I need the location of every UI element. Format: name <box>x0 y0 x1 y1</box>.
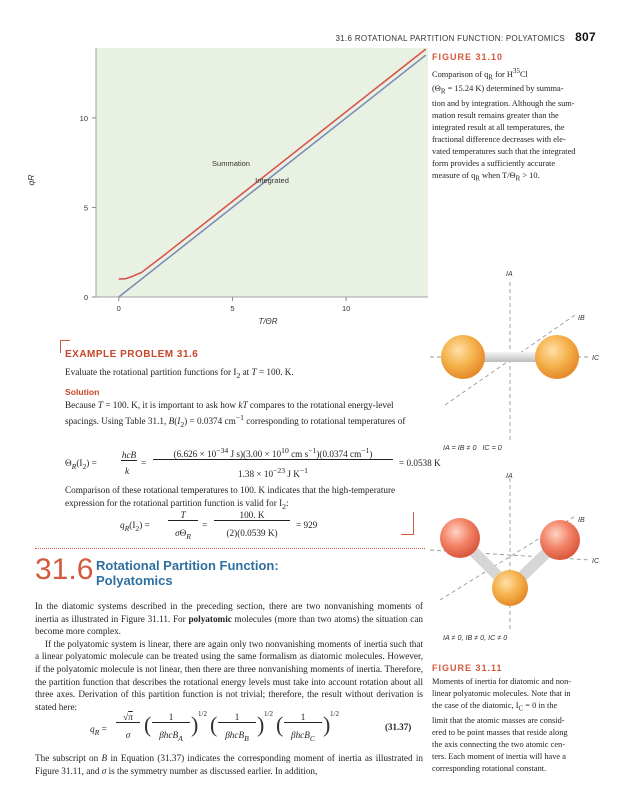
diatomic-ia-label: IA <box>506 271 513 278</box>
figure-31-10-label: FIGURE 31.10 <box>432 52 504 62</box>
y-tick-label: 0 <box>83 293 88 302</box>
eq1-numerator: ($6.626 \times 10^{-34}$ J $s)(3.00 \times 10^{10}$ cm $s^{-1})(0.0374$ $cm^{-1}$) <box>153 446 393 460</box>
diatomic-left-atom <box>441 335 485 379</box>
figure-31-10-caption-line: tion and by integration. Although the sum- <box>432 99 575 109</box>
polyatomic-center-atom <box>492 570 528 606</box>
section-title <box>96 558 279 588</box>
equation-31-37: $q_R$ = √π σ ( 1 βhcB$_A$ ) 1/2 ( 1 βhcB$_B$ ) 1/2 ( 1 βhcB$_C$ ) 1/2 <box>90 710 339 743</box>
diatomic-right-atom <box>535 335 579 379</box>
running-title: 31.6 ROTATIONAL PARTITION FUNCTION: POLYATOMICS <box>335 34 566 43</box>
x-tick-label: 10 <box>341 304 351 313</box>
equation-number: (31.37) <box>385 722 412 732</box>
diatomic-ic-label: IC <box>592 355 599 362</box>
eq2-result: = 929 <box>296 520 318 530</box>
qr-comparison-chart <box>28 40 428 340</box>
section-title-line-1: Rotational Partition Function: <box>96 558 279 573</box>
solution-text: Because T = 100. K, it is important to ask how kT compares to the rotational energy-level spacings. Using Table 31.1, $B(I_2) = 0.0374$ $cm^{-1}$ corresponding to rotational temperatures of <box>65 400 406 429</box>
figure-31-11-caption-line: ters. Each moment of inertia will have a <box>432 751 566 761</box>
figure-31-11-caption-line: ered to be point masses that reside along <box>432 727 568 737</box>
solution-label: Solution <box>65 387 100 398</box>
example-title: EXAMPLE PROBLEM 31.6 <box>65 349 199 360</box>
section-title-line-2: Polyatomics <box>96 573 173 588</box>
chart-plot-area <box>96 48 428 297</box>
figure-31-10-caption-line: mation result remains greater than the <box>432 111 559 121</box>
example-problem <box>65 349 420 432</box>
eq1-denominator: $1.38 \times 10^{-23}$ J $K^{-1}$ <box>238 466 308 480</box>
polyatomic-ib-label: IB <box>578 517 585 524</box>
integrated-annotation: Integrated <box>255 176 289 185</box>
y-tick-label: 5 <box>83 203 88 213</box>
example-bracket-bottom <box>401 512 414 535</box>
summation-annotation: Summation <box>212 159 250 168</box>
x-tick-label: 5 <box>230 304 235 313</box>
section-number: 31.6 <box>35 553 94 586</box>
figure-31-11-caption-line: corresponding rotational constant. <box>432 763 547 773</box>
eq1-result: = 0.0538 K <box>399 458 441 468</box>
polyatomic-right-atom <box>540 520 580 560</box>
figure-31-11-caption-line: the axis connecting the two atomic cen- <box>432 739 566 749</box>
qr-i2-equation: $q_R(I_2)$ = T $\sigma\Theta_R$ = 100. K (2)(0.0539 K) = 929 <box>120 510 318 541</box>
figure-31-11-caption-line: Moments of inertia for diatomic and non- <box>432 677 572 686</box>
x-axis-label: T/ΘR <box>258 317 278 326</box>
polyatomic-molecule <box>430 473 600 642</box>
theta-r-equation: $\Theta_R(I_2)$ = hcB k = ($6.626 \times 10^{-34}$ J $s)(3.00 \times 10^{10}$ cm $s^{-1})(0.0374$ $cm^{-1}$) $1.38 \times 10^{-23}$ J $K^{-1}$ = 0.0538 K <box>65 446 441 480</box>
polyatomic-caption: IA ≠ 0, IB ≠ 0, IC ≠ 0 <box>443 633 508 642</box>
figure-31-11-caption-line: the case of the diatomic, $I_C = 0$ in the <box>432 701 558 713</box>
figure-31-10-caption-line: vated temperatures such that the integrated <box>432 147 576 157</box>
figure-31-10-caption-line: form provides a sufficiently accurate <box>432 159 556 169</box>
y-tick-label: 10 <box>79 113 88 123</box>
paragraph-3: The subscript on B in Equation (31.37) indicates the corresponding moment of inertia as illustrated in Figure 31.11, and σ is the symmetry number as discussed earlier. In addition, <box>35 753 423 776</box>
figure-31-10-caption-line: ($\Theta_R = 15.24$ K) determined by summa- <box>432 84 564 97</box>
y-axis-label: qR <box>26 174 36 186</box>
figure-31-10-chart <box>28 40 428 340</box>
figure-31-11-label: FIGURE 31.11 <box>432 663 503 673</box>
moments-of-inertia-diagram <box>425 270 605 650</box>
diatomic-caption: IA = IB ≠ 0 IC = 0 <box>443 443 502 452</box>
figure-31-10-caption-line: integrated result at all temperatures, the <box>432 123 565 133</box>
x-tick-label: 0 <box>116 304 121 313</box>
diatomic-ib-label: IB <box>578 315 585 322</box>
figure-31-11-caption-text <box>432 676 604 775</box>
figure-31-10-caption-line: measure of $q_R$ when $T/\Theta_R > 10$. <box>432 171 540 183</box>
diatomic-molecule <box>430 271 600 452</box>
figure-31-10-caption-line: Comparison of $q_R$ for $H^{35}Cl$ <box>432 67 528 82</box>
figure-31-10-caption <box>432 51 602 185</box>
section-body <box>35 600 423 713</box>
figure-31-10-caption-text <box>432 65 602 185</box>
figure-31-11-illustration <box>425 270 605 650</box>
eq2-denominator: (2)(0.0539 K) <box>226 528 278 538</box>
paragraph-1: In the diatomic systems described in the preceding section, there are two nonvanishing moments of inertia as illustrated in Figure 31.11. For polyatomic molecules (more than two atoms) the situation can become more complex. <box>35 601 423 637</box>
polyatomic-left-atom <box>440 518 480 558</box>
example-question: Evaluate the rotational partition functions for $I_2$ at T = 100. K. <box>65 367 294 380</box>
polyatomic-ic-label: IC <box>592 558 599 565</box>
section-rule <box>35 548 425 549</box>
figure-31-11-caption-line: linear polyatomic molecules. Note that in <box>432 689 571 698</box>
polyatomic-ia-label: IA <box>506 473 513 480</box>
comparison-text: Comparison of these rotational temperatures to 100. K indicates that the high-temperature expression for the rotational partition function is valid for $I_2$: <box>65 485 396 511</box>
paragraph-2: If the polyatomic system is linear, there are again only two nonvanishing moments of inertia such that a linear polyatomic molecule can be treated using the same formalism as diatomic molecules. However, if the polyatomic molecule is not linear, then there are three nonvanishing moments of inertia. Therefore, the partition function that describes the rotational energy levels must take into account rotation about all three axes. Derivation of this partition function is not trivial; therefore, the result without derivation is stated here: <box>35 638 423 712</box>
page-number: 807 <box>575 30 596 44</box>
eq2-numerator: 100. K <box>214 510 290 521</box>
figure-31-11-caption-line: limit that the atomic masses are consid- <box>432 715 565 725</box>
figure-31-11-caption <box>432 662 604 775</box>
figure-31-10-caption-line: fractional difference decreases with ele- <box>432 135 566 145</box>
